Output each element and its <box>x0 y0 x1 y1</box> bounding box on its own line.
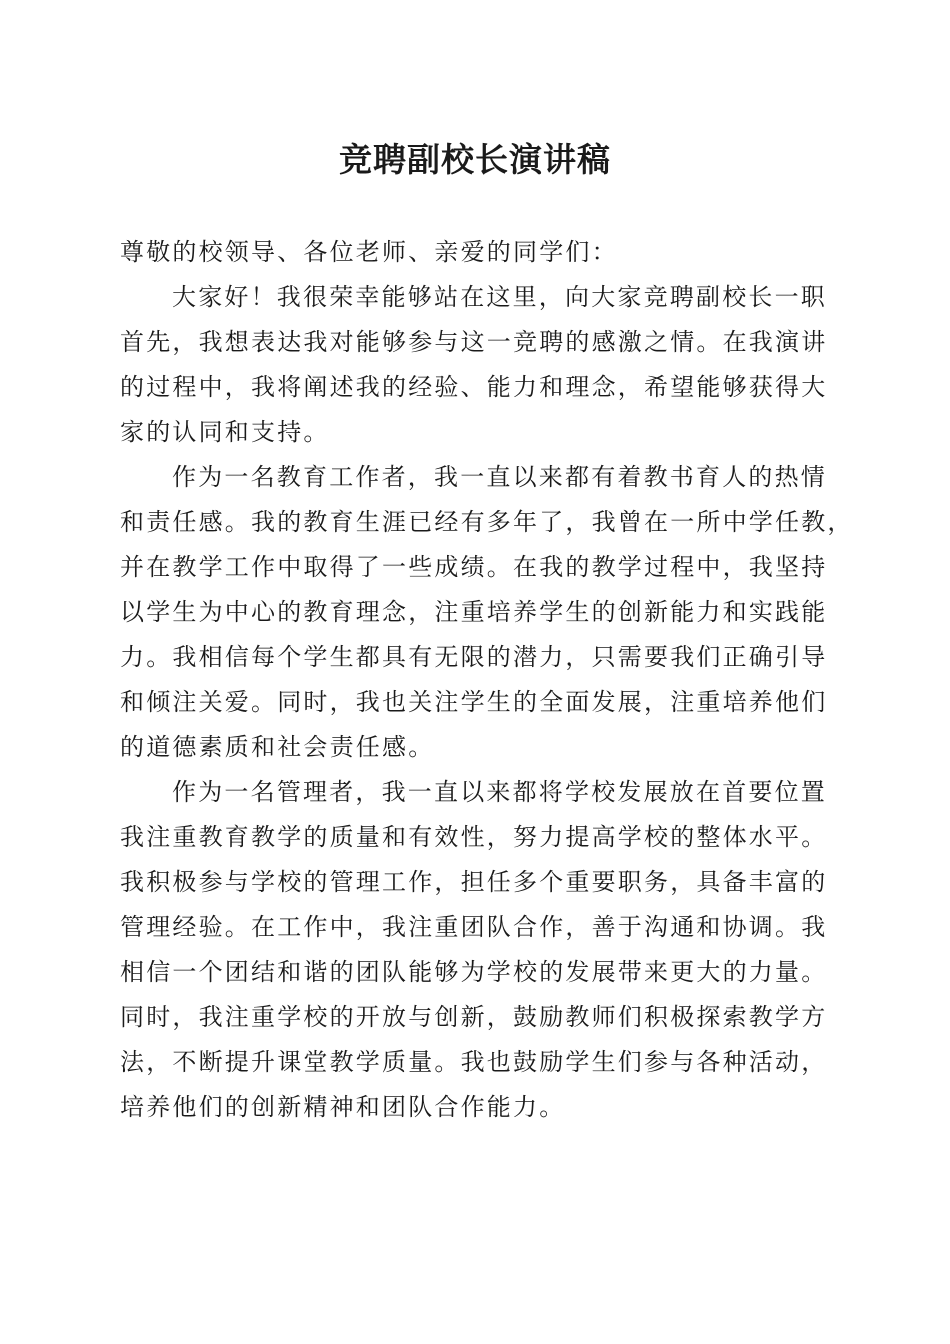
paragraph-3 <box>120 770 830 1130</box>
paragraph-line: 力。我相信每个学生都具有无限的潜力，只需要我们正确引导 <box>120 643 828 671</box>
document-title: 竞聘副校长演讲稿 <box>339 140 611 179</box>
paragraph-line: 的道德素质和社会责任感。 <box>120 733 435 761</box>
paragraph-line: 同时，我注重学校的开放与创新，鼓励教师们积极探索教学方 <box>120 1003 828 1031</box>
document-body <box>120 230 854 1130</box>
paragraph-line: 和倾注关爱。同时，我也关注学生的全面发展，注重培养他们 <box>120 688 828 716</box>
paragraph-line: 法，不断提升课堂教学质量。我也鼓励学生们参与各种活动， <box>120 1048 828 1076</box>
paragraph-line: 并在教学工作中取得了一些成绩。在我的教学过程中，我坚持 <box>120 553 828 581</box>
paragraph-1 <box>120 275 830 455</box>
paragraph-line: 的过程中，我将阐述我的经验、能力和理念，希望能够获得大 <box>120 373 828 401</box>
paragraph-line: 作为一名教育工作者，我一直以来都有着教书育人的热情 <box>172 463 827 491</box>
paragraph-line: 大家好！我很荣幸能够站在这里，向大家竞聘副校长一职 <box>172 283 827 311</box>
paragraph-line: 培养他们的创新精神和团队合作能力。 <box>120 1093 566 1121</box>
paragraph-line: 我注重教育教学的质量和有效性，努力提高学校的整体水平。 <box>120 823 828 851</box>
greeting: 尊敬的校领导、各位老师、亲爱的同学们： <box>120 238 618 266</box>
paragraph-2 <box>120 455 854 770</box>
paragraph-line: 我积极参与学校的管理工作，担任多个重要职务，具备丰富的 <box>120 868 828 896</box>
paragraph-line: 家的认同和支持。 <box>120 418 330 446</box>
paragraph-line: 以学生为中心的教育理念，注重培养学生的创新能力和实践能 <box>120 598 828 626</box>
paragraph-line: 和责任感。我的教育生涯已经有多年了，我曾在一所中学任教， <box>120 508 854 536</box>
paragraph-line: 作为一名管理者，我一直以来都将学校发展放在首要位置 <box>172 778 827 806</box>
paragraph-line: 相信一个团结和谐的团队能够为学校的发展带来更大的力量。 <box>120 958 828 986</box>
paragraph-line: 首先，我想表达我对能够参与这一竞聘的感激之情。在我演讲 <box>120 328 828 356</box>
paragraph-line: 管理经验。在工作中，我注重团队合作，善于沟通和协调。我 <box>120 913 828 941</box>
